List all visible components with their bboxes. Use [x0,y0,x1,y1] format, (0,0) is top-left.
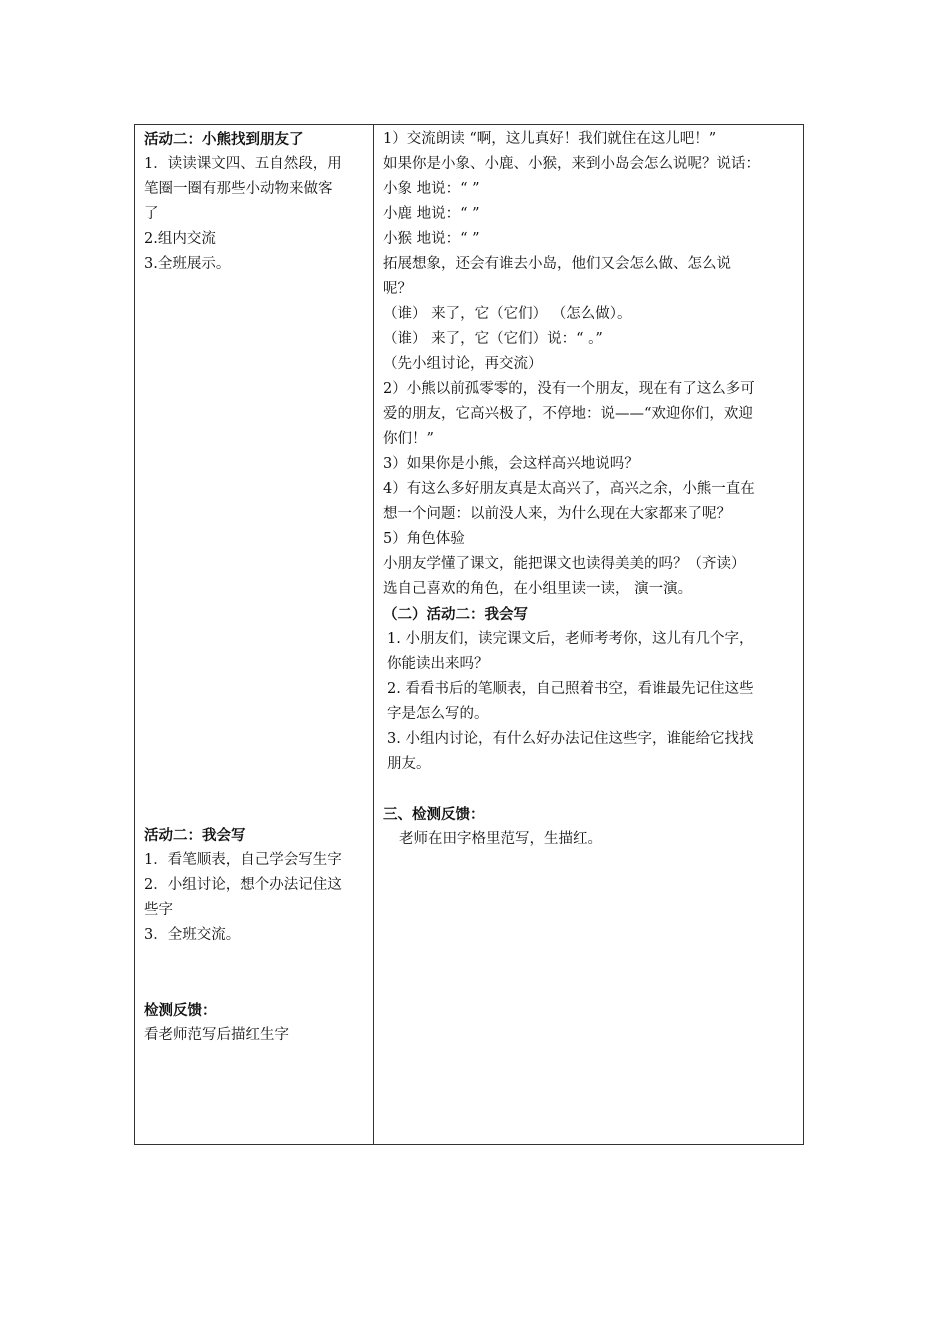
right-line-7: 呢？ [383,281,412,297]
write-line-3: 些字 [144,902,173,918]
activity2-title: 活动二：小熊找到朋友了 [144,131,304,148]
right-line-17: 5）角色体验 [383,531,465,547]
spacer [383,777,799,802]
right-line-2: 如果你是小象、小鹿、小猴，来到小岛会怎么说呢？说话： [383,156,760,172]
right-line-8: （谁） 来了，它（它们） （怎么做）。 [383,306,632,322]
right-write-line-6: 朋友。 [387,756,431,772]
right-line-6: 拓展想象，还会有谁去小岛，他们又会怎么做、怎么说 [383,256,731,272]
activity2-line-4: 2.组内交流 [144,231,216,247]
right-line-16: 想一个问题：以前没人来，为什么现在大家都来了呢？ [383,506,731,522]
right-line-18: 小朋友学懂了课文，能把课文也读得美美的吗？（齐读） [383,556,746,572]
right-line-4: 小鹿 地说：“ ” [383,206,480,222]
feedback-text: 看老师范写后描红生字 [144,1027,289,1043]
activity2-line-2: 笔圈一圈有那些小动物来做客 [144,181,333,197]
feedback-title: 检测反馈： [144,1002,217,1019]
right-line-14: 3）如果你是小熊，会这样高兴地说吗？ [383,456,639,472]
write-line-4: 3．全班交流。 [144,927,241,943]
right-write-line-3: 2. 看看书后的笔顺表，自己照着书空，看谁最先记住这些 [387,681,754,697]
right-write-title: （二）活动二：我会写 [383,606,528,623]
spacer [144,948,368,998]
right-line-5: 小猴 地说：“ ” [383,231,480,247]
activity2-line-5: 3.全班展示。 [144,256,231,272]
right-line-12: 爱的朋友，它高兴极了，不停地：说——“欢迎你们，欢迎 [383,406,753,422]
right-line-15: 4）有这么多好朋友真是太高兴了，高兴之余，小熊一直在 [383,481,755,497]
right-line-9: （谁） 来了，它（它们）说：“ 。” [383,331,603,347]
student-activity-column [144,127,368,1048]
right-write-line-5: 3. 小组内讨论，有什么好办法记住这些字，谁能给它找找 [387,731,754,747]
right-feedback-text: 老师在田字格里范写，生描红。 [399,831,602,847]
right-line-11: 2）小熊以前孤零零的，没有一个朋友，现在有了这么多可 [383,381,755,397]
spacer [144,277,368,823]
right-line-1: 1）交流朗读 “啊，这儿真好！我们就住在这儿吧！” [383,131,717,147]
column-divider [373,125,374,1144]
write-line-2: 2．小组讨论，想个办法记住这 [144,877,342,893]
right-write-line-2: 你能读出来吗？ [387,656,489,672]
write-line-1: 1．看笔顺表，自己学会写生字 [144,852,342,868]
right-line-19: 选自己喜欢的角色，在小组里读一读， 演一演。 [383,581,693,597]
write-activity-title: 活动二：我会写 [144,827,246,844]
activity2-line-1: 1．读读课文四、五自然段，用 [144,156,342,172]
teacher-activity-column [383,127,799,852]
right-line-13: 你们！” [383,431,434,447]
right-write-line-4: 字是怎么写的。 [387,706,489,722]
right-feedback-title: 三、检测反馈： [383,806,485,823]
lesson-plan-table [134,124,804,1145]
right-write-line-1: 1. 小朋友们，读完课文后，老师考考你，这儿有几个字， [387,631,754,647]
activity2-line-3: 了 [144,206,159,222]
right-line-10: （先小组讨论，再交流） [383,356,543,372]
right-line-3: 小象 地说：“ ” [383,181,480,197]
